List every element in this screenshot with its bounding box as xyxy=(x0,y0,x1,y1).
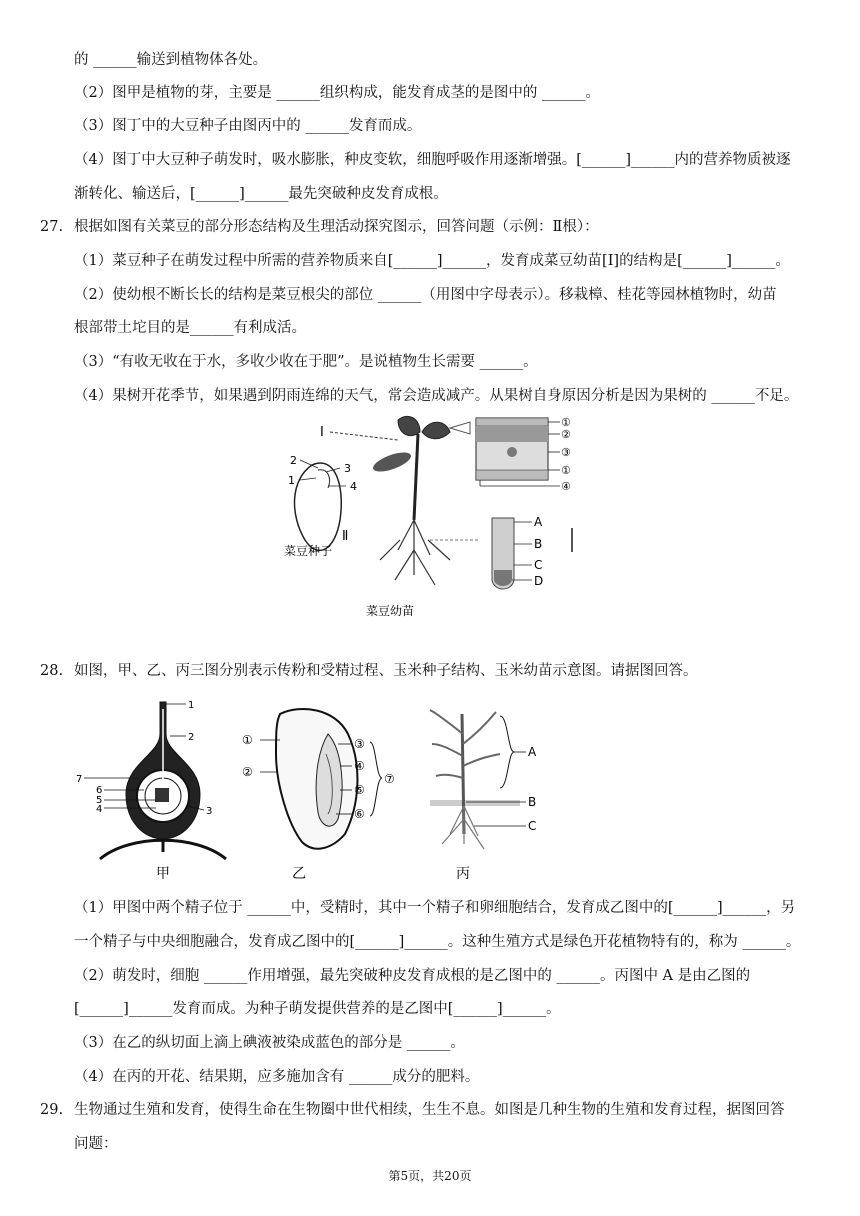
bing-part-B: B xyxy=(528,795,537,809)
q27-number: 27. xyxy=(40,219,64,235)
jia-part-7: 7 xyxy=(76,774,83,785)
bing-part-C: C xyxy=(528,819,537,833)
leaf-part-3: ③ xyxy=(561,446,571,459)
numeral-I: Ⅰ xyxy=(320,425,324,440)
seed-part-4: 4 xyxy=(350,480,357,493)
page-footer: 第5页，共20页 xyxy=(388,1169,472,1183)
corn-seedling-bing xyxy=(430,710,537,882)
yi-part-3: ③ xyxy=(354,737,365,751)
root-part-A: A xyxy=(534,515,543,529)
corn-seed-yi xyxy=(242,709,395,882)
yi-part-6: ⑥ xyxy=(354,807,365,821)
q27-stem: 根据如图有关菜豆的部分形态结构及生理活动探究图示，回答问题（示例：Ⅱ根）： xyxy=(74,219,599,235)
yi-part-7: ⑦ xyxy=(384,772,395,786)
jia-part-5: 5 xyxy=(96,795,103,806)
seed-part-1: 1 xyxy=(288,474,295,487)
pistil-diagram-jia xyxy=(76,700,226,882)
q28-number: 28. xyxy=(40,663,64,679)
seed-part-3: 3 xyxy=(344,462,351,475)
leaf-part-4: ④ xyxy=(561,480,571,493)
q26-part-2: （2）图甲是植物的芽，主要是 ______组织构成，能发育成茎的是图中的 ______。 xyxy=(74,85,600,101)
yi-part-1: ① xyxy=(242,733,253,747)
root-part-C: C xyxy=(534,558,543,572)
caption-bing: 丙 xyxy=(456,866,470,882)
q29-stem: 生物通过生殖和发育，使得生命在生物圈中世代相续，生生不息。如图是几种生物的生殖和发育过程，据图回答 xyxy=(74,1102,785,1118)
q28-part-3: （3）在乙的纵切面上滴上碘液被染成蓝色的部分是 ______。 xyxy=(74,1035,465,1051)
caption-yi: 乙 xyxy=(292,866,306,882)
caption-jia: 甲 xyxy=(156,866,170,882)
q28-part-2-cont: [______]______发育而成。为种子萌发提供营养的是乙图中[______]______。 xyxy=(74,1001,561,1017)
q27-part-2: （2）使幼根不断长长的结构是菜豆根尖的部位 ______（用图中字母表示）。移栽樟、桂花等园林植物时，幼苗 xyxy=(74,287,777,303)
bing-part-A: A xyxy=(528,745,537,759)
jia-part-2: 2 xyxy=(188,732,195,743)
root-part-D: D xyxy=(534,574,544,588)
yi-part-5: ⑤ xyxy=(354,783,365,797)
q27-part-4: （4）果树开花季节，如果遇到阴雨连绵的天气，常会造成减产。从果树自身原因分析是因为果树的 ______不足。 xyxy=(74,388,799,404)
yi-part-4: ④ xyxy=(354,759,365,773)
jia-part-6: 6 xyxy=(96,785,103,796)
jia-part-3: 3 xyxy=(206,806,213,817)
jia-part-1: 1 xyxy=(188,700,195,711)
yi-part-2: ② xyxy=(242,765,253,779)
q26-part-4-cont: 渐转化、输送后，[______]______最先突破种皮发育成根。 xyxy=(74,186,448,202)
q26-part-4: （4）图丁中大豆种子萌发时，吸水膨胀，种皮变软，细胞呼吸作用逐渐增强。[______]______内的营养物质被逐 xyxy=(74,152,791,168)
seed-label: 菜豆种子 xyxy=(284,544,333,558)
q28-stem: 如图，甲、乙、丙三图分别表示传粉和受精过程、玉米种子结构、玉米幼苗示意图。请据图回答。 xyxy=(74,663,698,679)
leaf-part-2: ② xyxy=(561,428,571,441)
numeral-II: Ⅱ xyxy=(342,529,349,544)
q27-part-2-cont: 根部带土坨目的是______有利成活。 xyxy=(74,320,306,336)
q28-part-1-cont: 一个精子与中央细胞融合，发育成乙图中的[______]______。这种生殖方式是绿色开花植物特有的，称为 ______。 xyxy=(74,934,801,950)
root-part-B: B xyxy=(534,537,543,551)
bean-figure xyxy=(280,410,580,625)
seedling-label: 菜豆幼苗 xyxy=(366,604,415,618)
leaf-part-1a: ① xyxy=(561,416,571,429)
q26-continuation: 的 ______输送到植物体各处。 xyxy=(74,52,268,68)
q27-part-1: （1）菜豆种子在萌发过程中所需的营养物质来自[______]______，发育成菜豆幼苗[Ⅰ]的结构是[______]______。 xyxy=(74,253,790,269)
root-tip xyxy=(430,515,572,589)
leaf-section xyxy=(450,416,571,493)
q27-part-3: （3）“有收无收在于水，多收少收在于肥”。是说植物生长需要 ______。 xyxy=(74,354,538,370)
leaf-part-1b: ① xyxy=(561,464,571,477)
q28-part-2: （2）萌发时，细胞 ______作用增强，最先突破种皮发育成根的是乙图中的 ______。丙图中 A 是由乙图的 xyxy=(74,968,751,984)
bean-seedling xyxy=(320,416,450,618)
q29-stem-cont: 问题： xyxy=(74,1136,118,1152)
jia-part-4: 4 xyxy=(96,804,103,815)
q28-part-1: （1）甲图中两个精子位于 ______中，受精时，其中一个精子和卵细胞结合，发育成乙图中的[______]______，另 xyxy=(74,900,796,916)
q28-part-4: （4）在丙的开花、结果期，应多施加含有 ______成分的肥料。 xyxy=(74,1069,480,1085)
corn-figure xyxy=(70,694,600,884)
seed-part-2: 2 xyxy=(290,454,297,467)
q26-part-3: （3）图丁中的大豆种子由图丙中的 ______发育而成。 xyxy=(74,118,422,134)
q29-number: 29. xyxy=(40,1102,64,1118)
